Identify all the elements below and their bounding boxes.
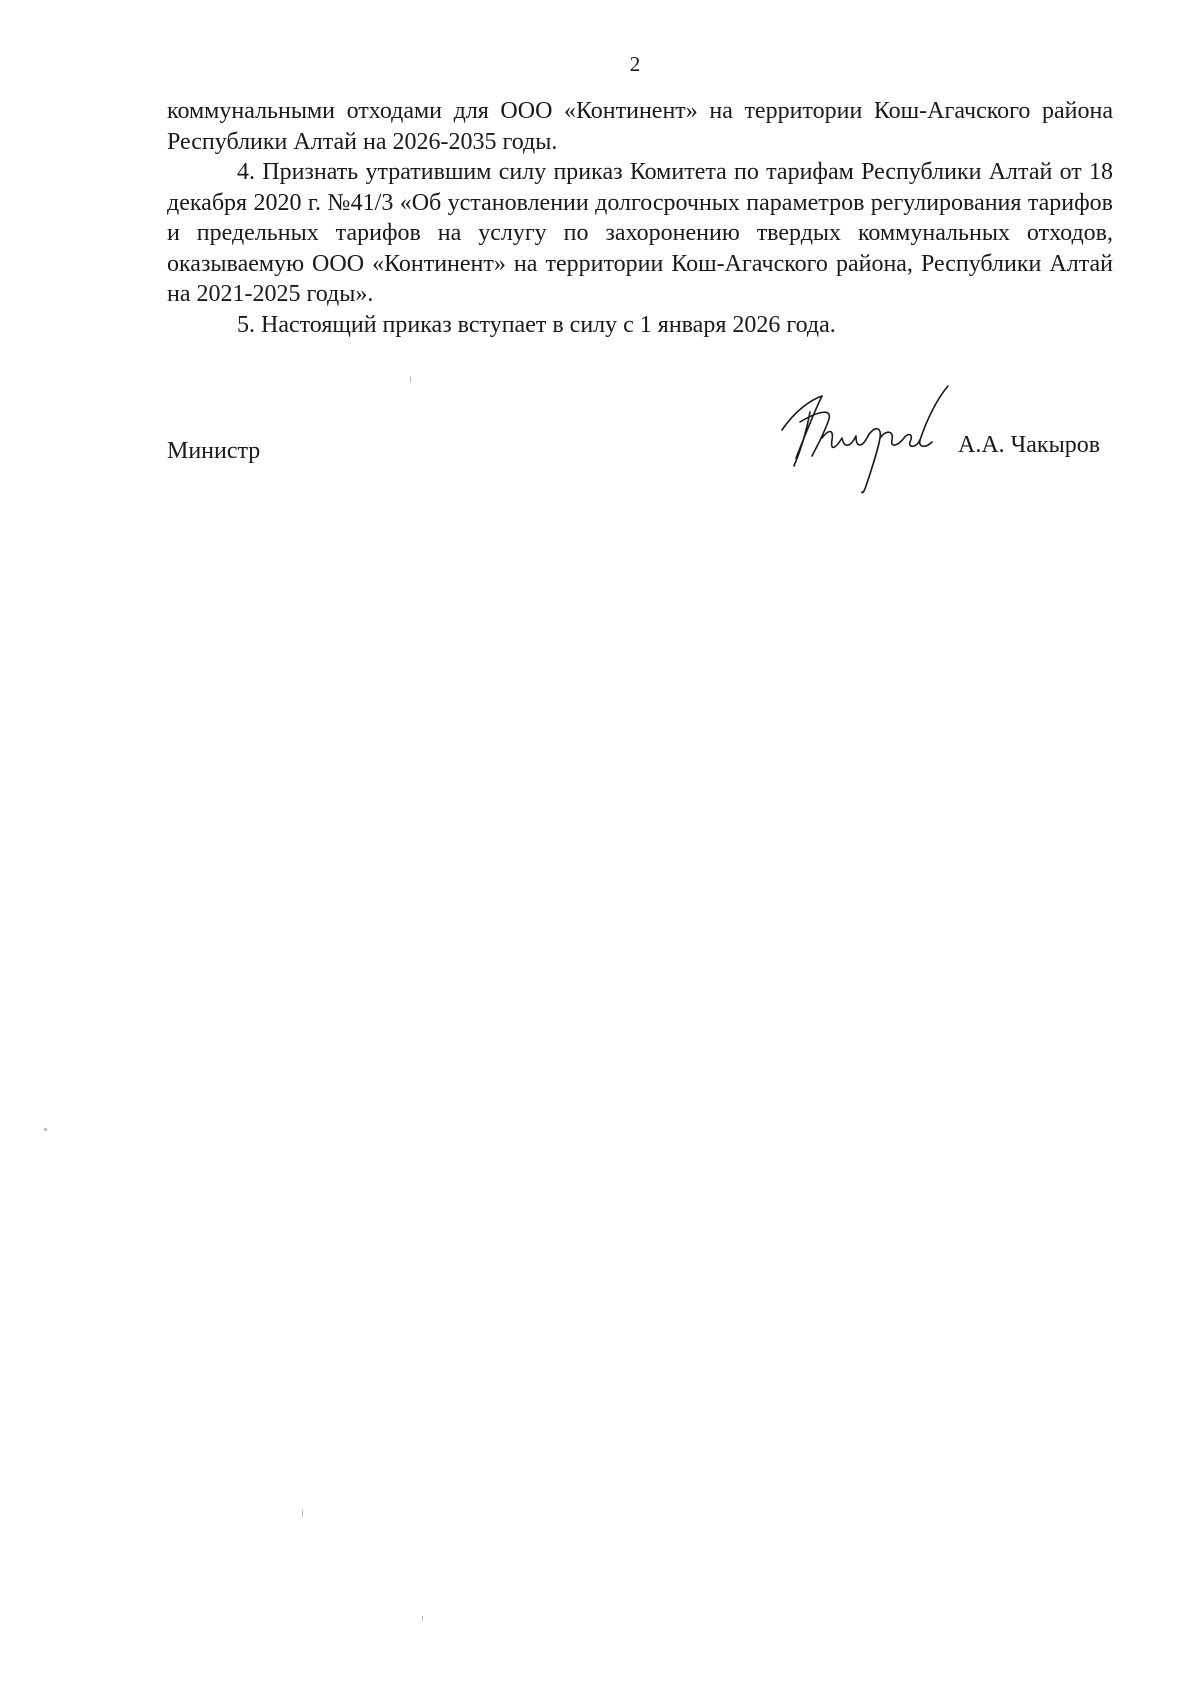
handwritten-signature [770, 382, 970, 502]
signatory-title: Министр [167, 438, 261, 464]
paragraph-item-5: 5. Настоящий приказ вступает в силу с 1 января 2026 года. [237, 311, 836, 338]
page-number: 2 [629, 52, 641, 76]
scan-speck [410, 376, 411, 382]
paragraph-item-4: 4. Признать утратившим силу приказ Комитета по тарифам Республики Алтай от 18 декабря 2020 г. №41/3 «Об установлении долгосрочных параметров регулирования тарифов и предельных тарифов на услугу по захоронению твердых коммунальных отходов, оказываемую ООО «Континент» на территории Кош-Агачского района, Республики Алтай на 2021-2025 годы». [167, 159, 1113, 307]
paragraph-continuation: коммунальными отходами для ООО «Континент» на территории Кош-Агачского района Республики Алтай на 2026-2035 годы. [167, 98, 1113, 155]
signatory-name: А.А. Чакыров [958, 432, 1101, 458]
document-body [167, 96, 1113, 340]
scan-speck [43, 1127, 47, 1131]
scan-speck [302, 1510, 303, 1517]
scan-speck [422, 1616, 423, 1621]
